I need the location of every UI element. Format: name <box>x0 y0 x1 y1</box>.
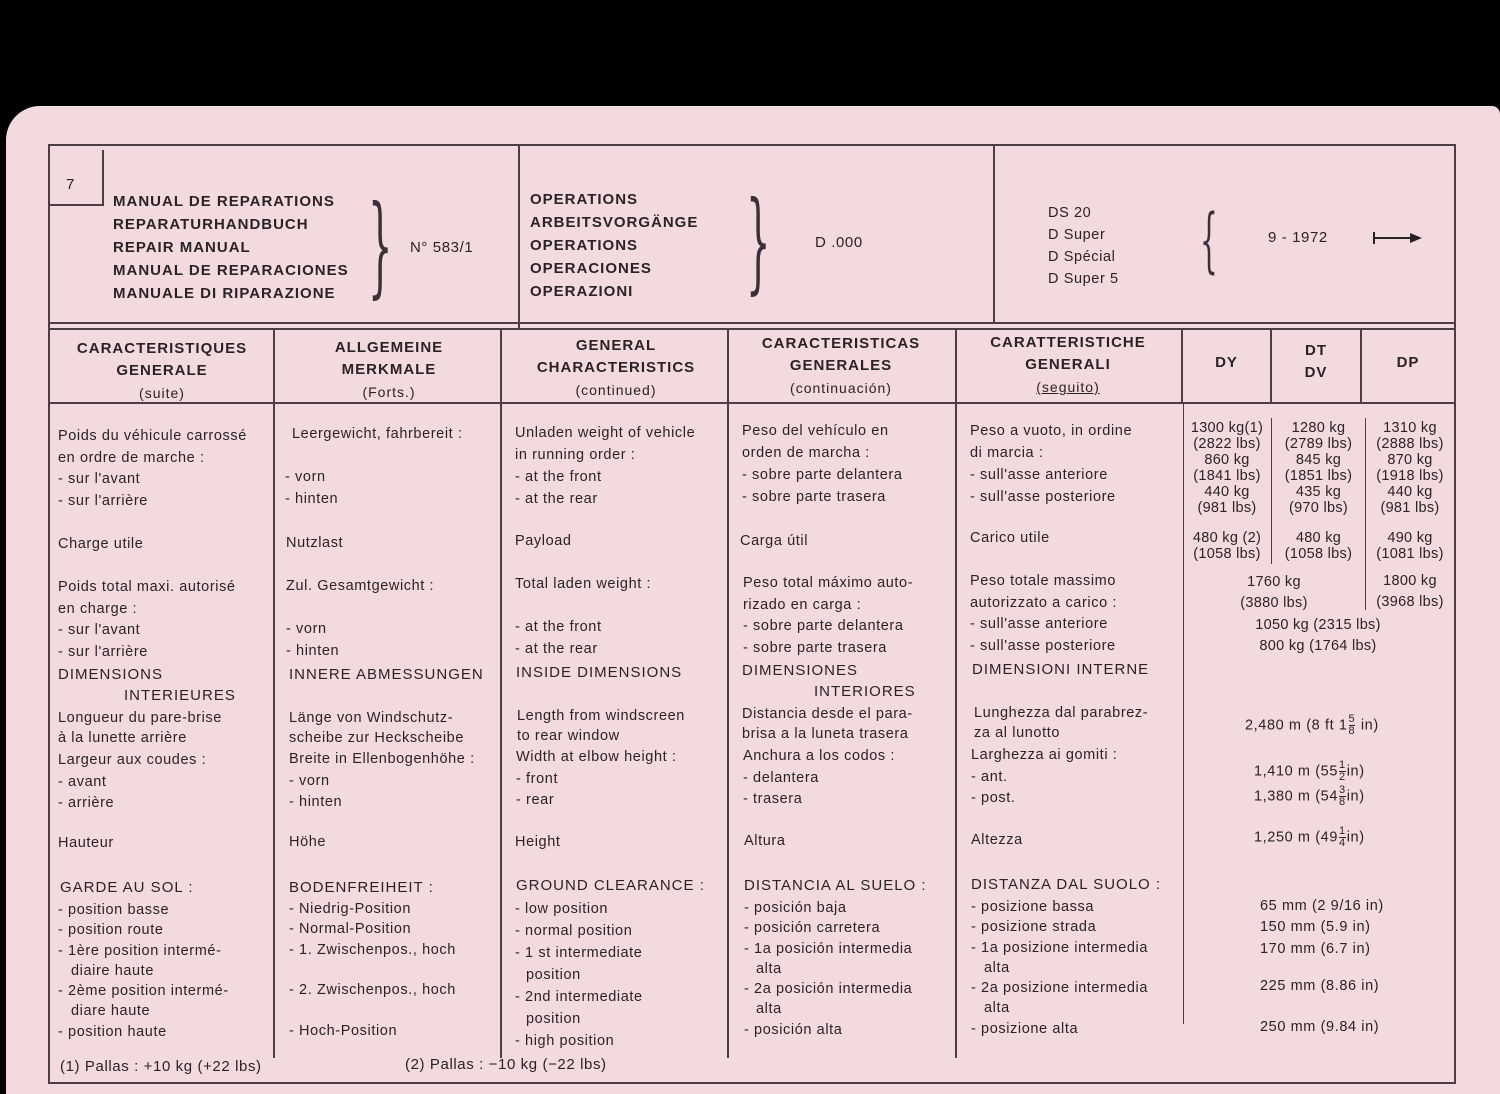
it-total-block: Peso totale massimo autorizzato a carico : - sull'asse anteriore - sull'asse posteriore <box>970 573 1117 654</box>
fr-total-block: Poids total maxi. autorisé en charge : - sur l'avant - sur l'arrière <box>58 579 236 660</box>
dy-payload-values: 480 kg (2) (1058 lbs) <box>1192 530 1262 562</box>
model-d-super-5: D Super 5 <box>1048 271 1119 287</box>
en-clearance-list: - low position - normal position - 1 st intermediate position - 2nd intermediate position - high position <box>515 901 643 1049</box>
de-weight-block: Leergewicht, fahrbereit : - vorn - hinten <box>285 426 463 507</box>
es-payload: Carga útil <box>740 533 809 549</box>
en-total-block: Total laden weight : - at the front - at the rear <box>515 576 652 657</box>
manual-title-en: REPAIR MANUAL <box>113 239 251 256</box>
es-height: Altura <box>744 833 786 849</box>
en-dimensions-title: INSIDE DIMENSIONS <box>516 664 683 681</box>
header-divider <box>518 146 520 330</box>
fr-dimensions-title: DIMENSIONS INTERIEURES <box>58 666 236 704</box>
manual-title-fr: MANUAL DE REPARATIONS <box>113 193 335 210</box>
model-d-special: D Spécial <box>1048 249 1116 265</box>
page-number: 7 <box>50 150 104 206</box>
de-dimensions-title: INNERE ABMESSUNGEN <box>289 666 484 683</box>
it-height: Altezza <box>971 832 1023 848</box>
header-bottom-line <box>50 322 1456 324</box>
right-brace: } <box>746 177 771 305</box>
en-length: Length from windscreen to rear window <box>517 708 685 744</box>
it-clearance-list: - posizione bassa - posizione strada - 1a posizione intermedia alta - 2a posizione intermedia alta - posizione alta <box>971 899 1149 1037</box>
column-header-it: CARATTERISTICHE GENERALI (seguito) <box>990 334 1146 395</box>
it-width: Larghezza ai gomiti : - ant. - post. <box>971 747 1118 806</box>
fr-clearance-title: GARDE AU SOL : <box>60 879 194 896</box>
column-header-de: ALLGEMEINE MERKMALE (Forts.) <box>334 339 444 400</box>
operation-code: D .000 <box>815 234 863 251</box>
interior-length-value: 2,480 m (8 ft 1 $\frac{5}{8}$ in) <box>1245 713 1379 737</box>
dy-weight-values: 1300 kg(1) (2822 lbs) 860 kg (1841 lbs) 440 kg (981 lbs) <box>1190 420 1264 516</box>
fr-height: Hauteur <box>58 835 114 851</box>
column-divider <box>727 330 729 1058</box>
it-length: Lunghezza dal parabrez- za al lunotto <box>974 705 1149 741</box>
fr-length: Longueur du pare-brise à la lunette arrière <box>58 710 222 746</box>
operation-title-de: ARBEITSVORGÄNGE <box>530 214 699 231</box>
fr-payload: Charge utile <box>58 536 144 552</box>
operation-title-es: OPERACIONES <box>530 260 652 277</box>
right-brace: } <box>368 181 393 309</box>
header-bottom-line <box>50 328 1456 330</box>
manual-title-it: MANUALE DI RIPARAZIONE <box>113 285 336 302</box>
dp-weight-values: 1310 kg (2888 lbs) 870 kg (1918 lbs) 440 kg (981 lbs) <box>1376 420 1444 516</box>
column-header-dy: DY <box>1215 354 1238 371</box>
arrow-right-icon <box>1372 228 1424 248</box>
manual-title-de: REPARATURHANDBUCH <box>113 216 309 233</box>
header-divider <box>993 146 995 324</box>
it-clearance-title: DISTANZA DAL SUOLO : <box>971 876 1162 893</box>
es-width: Anchura a los codos : - delantera - trasera <box>743 748 896 807</box>
fr-width: Largeur aux coudes : - avant - arrière <box>58 752 207 811</box>
column-header-dp: DP <box>1396 354 1420 371</box>
operation-title-fr: OPERATIONS <box>530 191 639 208</box>
de-total-block: Zul. Gesamtgewicht : - vorn - hinten <box>286 578 435 659</box>
it-weight-block: Peso a vuoto, in ordine di marcia : - sull'asse anteriore - sull'asse posteriore <box>970 423 1133 505</box>
height-value: 1,250 m (49 $\frac{1}{4}$ in) <box>1254 825 1365 849</box>
de-clearance-list: - Niedrig-Position - Normal-Position - 1. Zwischenpos., hoch - 2. Zwischenpos., hoch - Hoch-Position <box>289 901 456 1039</box>
es-length: Distancia desde el para- brisa a la luneta trasera <box>742 706 913 742</box>
dt-dv-payload-values: 480 kg (1058 lbs) <box>1284 530 1353 562</box>
dy-dt-total-values: 1760 kg (3880 lbs) <box>1240 574 1308 611</box>
dp-payload-values: 490 kg (1081 lbs) <box>1376 530 1444 562</box>
left-brace: { <box>1200 199 1218 281</box>
en-clearance-title: GROUND CLEARANCE : <box>516 877 705 894</box>
column-divider <box>273 330 275 1058</box>
footnote-2: (2) Pallas : −10 kg (−22 lbs) <box>405 1056 607 1073</box>
en-weight-block: Unladen weight of vehicle in running order : - at the front - at the rear <box>515 425 696 507</box>
es-clearance-list: - posición baja - posición carretera - 1a posición intermedia alta - 2a posición intermedia alta - posición alta <box>744 900 913 1038</box>
operation-title-en: OPERATIONS <box>530 237 639 254</box>
de-length: Länge von Windschutz- scheibe zur Heckscheibe <box>289 710 464 746</box>
manual-titles <box>113 190 349 305</box>
axle-total-values: 1050 kg (2315 lbs) 800 kg (1764 lbs) <box>1255 617 1381 654</box>
de-clearance-title: BODENFREIHEIT : <box>289 879 434 896</box>
fr-clearance-list: - position basse - position route - 1ère position intermé- diaire haute - 2ème position intermé- diare haute - position haute <box>58 902 229 1040</box>
fr-weight-block: Poids du véhicule carrossé en ordre de marche : - sur l'avant - sur l'arrière <box>58 428 247 509</box>
en-width: Width at elbow height : - front - rear <box>516 749 677 808</box>
clearance-int1-value: 170 mm (6.7 in) <box>1260 941 1371 957</box>
es-clearance-title: DISTANCIA AL SUELO : <box>744 877 927 894</box>
en-payload: Payload <box>515 533 572 549</box>
de-payload: Nutzlast <box>286 535 344 551</box>
es-total-block: Peso total máximo auto- rizado en carga : - sobre parte delantera - sobre parte trasera <box>743 575 914 656</box>
es-dimensions-title: DIMENSIONES INTERIORES <box>742 662 916 700</box>
operation-title-it: OPERAZIONI <box>530 283 634 300</box>
column-header-fr: CARACTERISTIQUES GENERALE (suite) <box>76 340 248 401</box>
footnote-1: (1) Pallas : +10 kg (+22 lbs) <box>60 1058 262 1075</box>
it-payload: Carico utile <box>970 530 1050 546</box>
clearance-low-value: 65 mm (2 9/16 in) <box>1260 898 1384 914</box>
date: 9 - 1972 <box>1268 229 1328 246</box>
de-height: Höhe <box>289 834 327 850</box>
model-d-super: D Super <box>1048 227 1106 243</box>
clearance-int2-value: 225 mm (8.86 in) <box>1260 978 1380 994</box>
model-list <box>1048 202 1119 290</box>
clearance-normal-value: 150 mm (5.9 in) <box>1260 919 1371 935</box>
es-weight-block: Peso del vehículo en orden de marcha : - sobre parte delantera - sobre parte trasera <box>742 423 903 505</box>
width-front-value: 1,410 m (55 $\frac{1}{2}$ in) <box>1254 759 1365 783</box>
en-height: Height <box>515 834 561 850</box>
column-divider <box>955 330 957 1058</box>
it-dimensions-title: DIMENSIONI INTERNE <box>972 661 1150 678</box>
column-header-dt-dv: DT DV <box>1304 342 1328 381</box>
column-header-es: CARACTERISTICAS GENERALES (continuación) <box>761 335 921 396</box>
manual-title-es: MANUAL DE REPARACIONES <box>113 262 349 279</box>
clearance-high-value: 250 mm (9.84 in) <box>1260 1019 1380 1035</box>
dp-total-values: 1800 kg (3968 lbs) <box>1376 573 1444 610</box>
dt-dv-weight-values: 1280 kg (2789 lbs) 845 kg (1851 lbs) 435 kg (970 lbs) <box>1284 420 1353 516</box>
width-rear-value: 1,380 m (54 $\frac{3}{8}$ in) <box>1254 784 1365 808</box>
column-divider <box>500 330 502 1058</box>
manual-number: N° 583/1 <box>410 239 474 256</box>
de-width: Breite in Ellenbogenhöhe : - vorn - hinten <box>289 751 475 810</box>
operation-titles <box>530 188 698 303</box>
column-header-en: GENERAL CHARACTERISTICS (continued) <box>536 337 696 398</box>
model-ds20: DS 20 <box>1048 205 1092 221</box>
